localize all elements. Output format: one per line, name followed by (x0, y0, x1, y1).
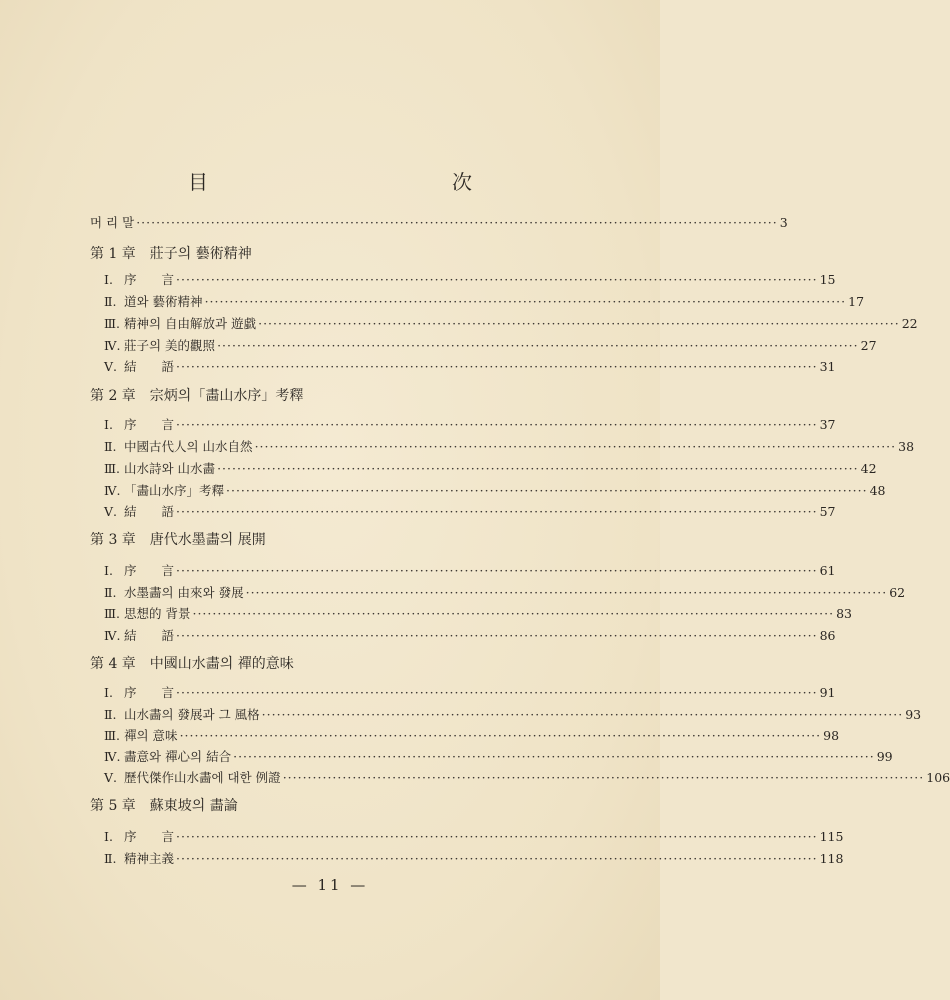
toc-entry-label: 精神主義 (124, 851, 175, 866)
section-number: Ⅲ. (104, 606, 121, 621)
toc-entry (104, 627, 836, 645)
toc-entry-page: 31 (819, 359, 836, 374)
page-title: 目 次 (188, 170, 540, 194)
section-number: Ⅳ. (104, 749, 121, 764)
toc-entry (104, 562, 836, 580)
section-number: Ⅲ. (104, 316, 121, 331)
section-number: Ⅲ. (104, 728, 121, 743)
toc-entry (104, 293, 865, 311)
leader-dots: ································································································································· (217, 461, 859, 476)
toc-entry-page: 17 (848, 294, 865, 309)
leader-dots: ································································································································· (176, 504, 818, 519)
toc-entry-label: 머 리 말 (90, 215, 135, 230)
section-number: Ⅱ. (104, 707, 117, 722)
toc-entry-label: 水墨畵의 由來와 發展 (124, 585, 244, 600)
toc-entry-page: 99 (876, 749, 893, 764)
toc-entry (104, 684, 836, 702)
chapter-heading: 第 2 章 宗炳의「畵山水序」考釋 (90, 388, 304, 404)
leader-dots: ································································································································· (176, 272, 818, 287)
toc-entry-label: 山水詩와 山水畵 (124, 461, 216, 476)
section-number: Ⅰ. (104, 272, 113, 287)
leader-dots: ································································································································· (176, 851, 818, 866)
leader-dots: ································································································································· (258, 316, 900, 331)
leader-dots: ································································································································· (245, 585, 888, 600)
toc-entry-page: 37 (819, 417, 836, 432)
section-number: Ⅱ. (104, 585, 117, 600)
leader-dots: ································································································································· (204, 294, 847, 309)
toc-entry (104, 460, 877, 478)
leader-dots: ································································································································· (176, 417, 818, 432)
toc-entry (104, 503, 836, 521)
toc-entry-label: 思想的 背景 (124, 606, 191, 621)
toc-entry (104, 416, 836, 434)
toc-entry-label: 「畵山水序」考釋 (124, 483, 225, 498)
toc-entry-label: 序 言 (124, 417, 175, 432)
section-number: Ⅳ. (104, 628, 121, 643)
toc-entry (104, 438, 915, 456)
toc-entry-label: 結 語 (124, 359, 175, 374)
toc-entry-label: 道와 藝術精神 (124, 294, 203, 309)
toc-entry-label: 中國古代人의 山水自然 (124, 439, 253, 454)
toc-entry (104, 605, 852, 623)
toc-entry-page: 83 (836, 606, 852, 621)
section-number: Ⅴ. (104, 504, 118, 519)
toc-entry (104, 748, 893, 766)
toc-entry-page: 91 (819, 685, 836, 700)
toc-entry-page: 42 (860, 461, 877, 476)
leader-dots: ································································································································· (179, 728, 822, 743)
toc-entry (104, 769, 950, 787)
toc-entry (104, 337, 877, 355)
leader-dots: ································································································································· (176, 563, 818, 578)
toc-entry-label: 山水畵의 發展과 그 風格 (124, 707, 260, 722)
leader-dots: ································································································································· (254, 439, 897, 454)
toc-entry-page: 22 (901, 316, 918, 331)
toc-entry-label: 歷代傑作山水畵에 대한 例證 (124, 770, 281, 785)
toc-entry-page: 118 (819, 851, 844, 866)
section-number: Ⅳ. (104, 338, 121, 353)
toc-entry-page: 48 (869, 483, 886, 498)
toc-entry-label: 結 語 (124, 504, 175, 519)
toc-entry-preface (90, 214, 788, 232)
leader-dots: ································································································································· (261, 707, 904, 722)
toc-entry-page: 106 (926, 770, 950, 785)
toc-entry-page: 61 (819, 563, 836, 578)
section-number: Ⅰ. (104, 563, 113, 578)
toc-entry-page: 27 (860, 338, 877, 353)
toc-entry-label: 序 言 (124, 563, 175, 578)
page-number-footer: — 11 — (291, 876, 369, 894)
leader-dots: ································································································································· (176, 628, 818, 643)
section-number: Ⅴ. (104, 359, 118, 374)
section-number: Ⅳ. (104, 483, 121, 498)
toc-entry-label: 精神의 自由解放과 遊戱 (124, 316, 257, 331)
toc-entry-page: 93 (905, 707, 922, 722)
section-number: Ⅰ. (104, 829, 113, 844)
toc-entry-label: 結 語 (124, 628, 175, 643)
toc-entry (104, 828, 844, 846)
leader-dots: ································································································································· (217, 338, 859, 353)
toc-entry-label: 畵意와 禪心의 結合 (124, 749, 232, 764)
toc-entry (104, 482, 886, 500)
chapter-heading: 第 3 章 唐代水墨畵의 展開 (90, 532, 266, 548)
section-number: Ⅰ. (104, 685, 113, 700)
section-number: Ⅴ. (104, 770, 118, 785)
toc-entry-page: 86 (819, 628, 836, 643)
toc-entry (104, 271, 836, 289)
section-number: Ⅱ. (104, 851, 117, 866)
leader-dots: ································································································································· (233, 749, 875, 764)
toc-entry-label: 序 言 (124, 272, 175, 287)
chapter-heading: 第 4 章 中國山水畵의 禪的意味 (90, 656, 294, 672)
toc-entry-page: 57 (819, 504, 836, 519)
chapter-heading: 第 5 章 蘇東坡의 畵論 (90, 798, 238, 814)
toc-entry-label: 莊子의 美的觀照 (124, 338, 216, 353)
toc-entry-page: 98 (823, 728, 840, 743)
toc-entry (104, 584, 906, 602)
toc-entry (104, 358, 836, 376)
toc-entry (104, 727, 840, 745)
toc-entry (104, 315, 918, 333)
toc-entry-page: 3 (779, 215, 788, 230)
toc-entry (104, 706, 922, 724)
chapter-heading: 第 1 章 莊子의 藝術精神 (90, 246, 252, 262)
section-number: Ⅱ. (104, 294, 117, 309)
section-number: Ⅲ. (104, 461, 121, 476)
toc-entry-page: 15 (819, 272, 836, 287)
leader-dots: ································································································································· (226, 483, 868, 498)
leader-dots: ································································································································· (176, 359, 818, 374)
toc-entry-label: 序 言 (124, 685, 175, 700)
toc-entry (104, 850, 844, 868)
section-number: Ⅰ. (104, 417, 113, 432)
leader-dots: ································································································································· (136, 215, 778, 230)
leader-dots: ································································································································· (176, 685, 818, 700)
section-number: Ⅱ. (104, 439, 117, 454)
leader-dots: ································································································································· (176, 829, 818, 844)
leader-dots: ································································································································· (282, 770, 925, 785)
leader-dots: ································································································································· (192, 606, 835, 621)
toc-entry-label: 序 言 (124, 829, 175, 844)
toc-entry-page: 115 (819, 829, 844, 844)
toc-entry-page: 38 (898, 439, 915, 454)
toc-entry-page: 62 (889, 585, 906, 600)
toc-entry-label: 禪의 意味 (124, 728, 178, 743)
